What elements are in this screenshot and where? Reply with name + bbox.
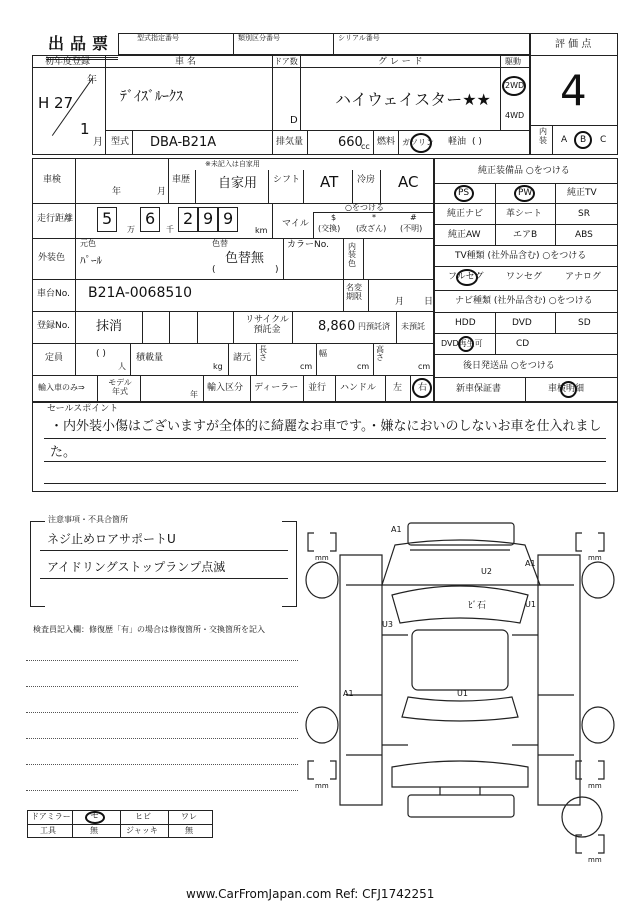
recycle-not: 未預託 (401, 322, 425, 331)
height-label: 高さ (376, 345, 384, 363)
fuel-gasoline-circle (410, 133, 432, 153)
navi-cd: CD (516, 339, 530, 349)
mark-u2: U2 (481, 567, 492, 576)
doors-label: ドア数 (274, 57, 298, 66)
equip-header: 純正装備品 ○をつける (478, 166, 570, 176)
mark-chip: ﾋﾞ石 (468, 601, 487, 611)
equip-leather: 革シート (506, 209, 543, 219)
tools-label: 工具 (40, 826, 56, 835)
fuel-label: 燃料 (377, 137, 396, 147)
inspection-label: 車検 (43, 175, 62, 185)
grade-value: ハイウェイスター★★ (335, 90, 491, 109)
inspector-label: 検査員記入欄：修復歴「有」の場合は修復箇所・交換箇所を記入 (33, 625, 265, 634)
header-fields (118, 33, 530, 55)
mileage-digit-2: 6 (145, 209, 156, 228)
mark-body-u1: U1 (457, 689, 468, 698)
odo-hash: # (410, 213, 417, 222)
capacity-label: 定員 (45, 353, 64, 363)
model-value: DBA-B21A (150, 135, 217, 150)
handle-left: 左 (393, 383, 403, 393)
recycle-label-1: リサイクル預託金 (245, 315, 289, 336)
tv-header: TV種類 (社外品含む) ○をつける (455, 251, 587, 261)
car-name-label: 車 名 (175, 57, 196, 67)
mileage-digit-3: 2 (183, 209, 194, 228)
paren-close: ) (275, 265, 279, 275)
navi-dvd: DVD (512, 318, 532, 328)
notes-bracket-right (282, 521, 297, 607)
import-class-label: 輸入区分 (207, 383, 244, 393)
odo-tampered: (改ざん) (356, 224, 387, 233)
equip-tv: 純正TV (567, 188, 597, 198)
after-inspection: 車検明細 (548, 384, 585, 394)
interior-b-circle (574, 131, 592, 149)
drive-label: 駆動 (505, 57, 521, 66)
jack-label: ジャッキ (126, 826, 158, 835)
import-parallel: 並行 (308, 383, 327, 393)
equip-navi: 純正ナビ (447, 209, 484, 219)
displacement-value: 660 (338, 135, 363, 150)
car-name: ﾃﾞｲｽﾞﾙｰｸｽ (120, 89, 183, 105)
tv-one: ワンセグ (506, 272, 543, 282)
shift-value: AT (320, 173, 339, 191)
first-reg-year: H 27 (38, 94, 74, 112)
mm-front-right: mm (588, 554, 602, 562)
history-value: 自家用 (218, 176, 258, 191)
month-unit: 月 (93, 137, 103, 148)
recycle-unit: 円預託済 (358, 322, 390, 331)
interior-grade-a: A (561, 135, 568, 145)
mm-rear-right: mm (588, 782, 602, 790)
model-year-suffix: 年 (190, 390, 198, 399)
ac-value: AC (398, 173, 419, 191)
notes-bracket-left (30, 521, 45, 607)
mirror-value: モ (90, 811, 100, 821)
inspection-month: 月 (157, 187, 167, 197)
equip-abs: ABS (575, 230, 593, 240)
odo-unknown: (不明) (400, 224, 423, 233)
color-label: 外装色 (38, 253, 66, 263)
odo-dollar: $ (331, 213, 337, 222)
sales-point-line-1: ・内外装小傷はございますが全体的に綺麗なお車です。・嫌なにおいのしないお車を仕入れまし (50, 419, 602, 434)
notes-line-1: ネジ止めロアサポートU (47, 532, 176, 546)
mirror-circle (85, 811, 105, 824)
color-no-label: カラーNo. (287, 240, 329, 250)
repaint-value: 色替無 (225, 251, 265, 266)
mileage-digit-5: 9 (223, 209, 234, 228)
model-label: 型式 (111, 137, 130, 147)
equip-airbag: エアB (513, 230, 538, 240)
first-reg-month: 1 (80, 120, 90, 138)
notes-label: 注意事項・不具合箇所 (48, 515, 128, 524)
mark-left-a1: A1 (343, 689, 354, 698)
after-warranty: 新車保証書 (456, 384, 502, 394)
interior-grade-c: C (600, 135, 607, 145)
equip-ps-circle (454, 185, 474, 202)
drive-2wd: 2WD (505, 81, 525, 90)
handle-right-circle (412, 378, 432, 398)
mileage-digit-4: 9 (203, 209, 214, 228)
mileage-digit-1: 5 (102, 209, 113, 228)
equip-aw: 純正AW (448, 230, 481, 240)
tv-full: フルセグ (448, 272, 484, 282)
sales-point-box (32, 402, 618, 492)
ac-label: 冷房 (357, 175, 376, 185)
navi-hdd: HDD (455, 318, 476, 328)
after-header: 後日発送品 ○をつける (463, 361, 555, 371)
crack-label: ヒビ (135, 812, 151, 821)
width-label: 幅 (319, 349, 327, 358)
capacity-paren: ( ) (96, 349, 106, 359)
repaint-label: 色替 (212, 239, 228, 248)
displacement-unit: cc (361, 142, 370, 151)
unit-sen: 千 (166, 225, 174, 234)
equip-ps: PS (458, 188, 470, 198)
history-note: ※未記入は自家用 (205, 160, 260, 168)
sales-point-label: セールスポイント (47, 404, 119, 414)
equip-sr: SR (578, 209, 590, 219)
car-diagram (300, 505, 620, 865)
handle-label: ハンドル (340, 383, 377, 393)
interior-color-label: 内装色 (348, 242, 356, 268)
unit-km: km (255, 226, 268, 235)
fuel-diesel: 軽油 (448, 137, 467, 147)
displacement-label: 排気量 (276, 137, 304, 147)
paren-open: ( (212, 265, 216, 275)
expiry-month: 月 (395, 297, 405, 307)
mark-right-a1: A1 (525, 559, 536, 568)
mirror-label: ドアミラー (31, 812, 71, 821)
score-label: 評 価 点 (555, 39, 592, 50)
score-value: 4 (560, 66, 587, 115)
drive-2wd-circle (502, 76, 526, 96)
tools-value: 無 (90, 826, 98, 835)
odo-star: * (372, 213, 376, 222)
shift-label: シフト (273, 175, 301, 185)
equip-pw-circle (514, 185, 535, 202)
mm-front-left: mm (315, 554, 329, 562)
import-dealer: ディーラー (254, 383, 299, 393)
unit-man: 万 (127, 225, 135, 234)
sales-point-line-2: た。 (50, 445, 77, 460)
after-inspection-circle (560, 381, 577, 398)
jack-value: 無 (185, 826, 193, 835)
type-designation-label: 型式指定番号 (137, 34, 179, 42)
grade-label: グ レ ー ド (378, 57, 423, 67)
chassis-label: 車台No. (37, 289, 70, 299)
chassis-value: B21A-0068510 (88, 285, 193, 301)
orig-color-label: 元色 (80, 239, 96, 248)
mm-rear-left: mm (315, 782, 329, 790)
tv-full-circle (456, 269, 478, 286)
inspection-year: 年 (112, 187, 122, 197)
interior-label: 内装 (539, 127, 547, 145)
mm-spare: mm (588, 856, 602, 864)
dims-label: 諸元 (233, 353, 252, 363)
form-title: 出品票 (48, 34, 115, 53)
model-year-label: モデル年式 (108, 378, 132, 397)
mileage-label: 走行距離 (37, 214, 74, 224)
navi-sd: SD (578, 318, 591, 328)
tv-analog: アナログ (565, 272, 602, 282)
history-label: 車歴 (172, 175, 191, 185)
equip-pw: PW (518, 188, 533, 198)
length-label: 長さ (259, 345, 267, 363)
recycle-value: 8,860 (318, 319, 356, 334)
mile-label: マイル (282, 219, 309, 229)
odo-exchange: (交換) (318, 224, 341, 233)
year-unit: 年 (87, 75, 97, 86)
capacity-unit: 人 (118, 362, 126, 371)
footer-ref: www.CarFromJapan.com Ref: CFJ1742251 (186, 887, 435, 901)
interior-grade-b: B (580, 135, 587, 145)
orig-color: ﾊﾟｰﾙ (80, 254, 102, 267)
navi-dvd-play-circle (458, 336, 474, 352)
odo-note: ○をつける (345, 203, 384, 212)
fuel-gasoline: ガソリン (402, 138, 434, 147)
break-label: ワレ (181, 812, 197, 821)
reg-no-value: 抹消 (96, 319, 123, 334)
drive-4wd: 4WD (505, 111, 525, 120)
height-cm: cm (418, 362, 431, 371)
load-kg: kg (213, 362, 223, 371)
first-reg-label: 初年度登録 (45, 57, 91, 67)
reg-no-label: 登録No. (37, 321, 70, 331)
length-cm: cm (300, 362, 313, 371)
serial-label: シリアル番号 (338, 34, 380, 42)
load-label: 積載量 (136, 353, 164, 363)
name-expiry-label: 名変期限 (346, 283, 362, 302)
navi-dvd-play: DVD再生可 (441, 339, 483, 348)
notes-line-2: アイドリングストップランプ点滅 (47, 560, 226, 574)
handle-right: 右 (418, 383, 428, 393)
mark-right-u1: U1 (525, 600, 536, 609)
navi-header: ナビ種類 (社外品含む) ○をつける (455, 296, 593, 306)
fuel-other: ( ) (472, 137, 482, 147)
width-cm: cm (357, 362, 370, 371)
mark-u3: U3 (382, 620, 393, 629)
category-label: 類別区分番号 (238, 34, 280, 42)
mark-front-a1: A1 (391, 525, 402, 534)
import-label: 輸入車のみ⇒ (38, 383, 85, 392)
expiry-day: 日 (424, 297, 434, 307)
doors-value: D (290, 115, 298, 126)
